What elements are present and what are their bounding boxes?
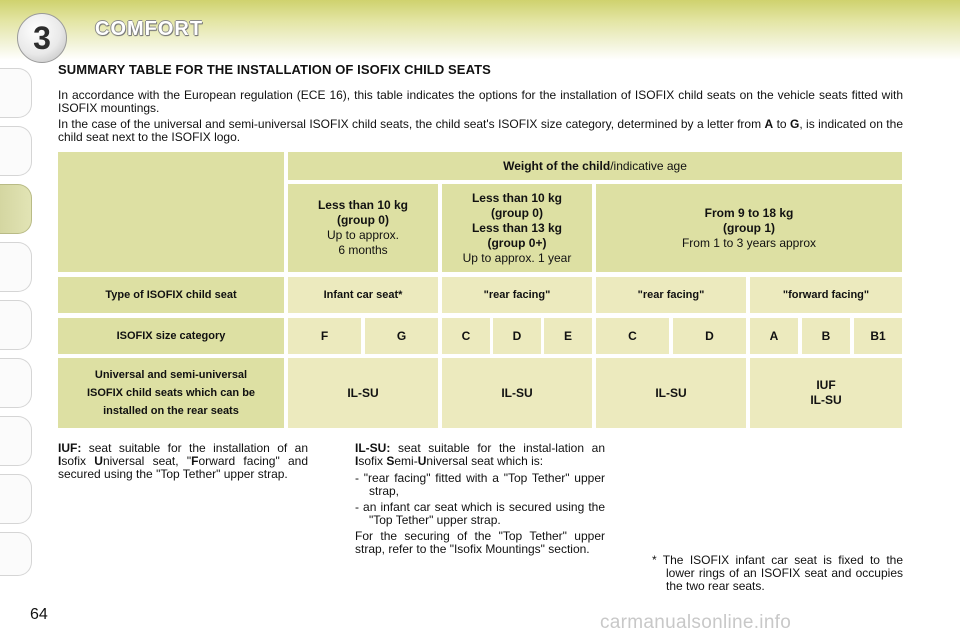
note-iuf: IUF: seat suitable for the installation of an Isofix Universal seat, "Forward facing" and secured using the "Top Tether" upper strap. bbox=[58, 441, 309, 481]
type-rear-facing-1: "rear facing" bbox=[442, 277, 592, 313]
type-rear-facing-2: "rear facing" bbox=[596, 277, 746, 313]
watermark: carmanualsonline.info bbox=[600, 612, 792, 633]
chapter-tab-5[interactable] bbox=[0, 300, 32, 350]
chapter-tab-7[interactable] bbox=[0, 416, 32, 466]
size-cell-b1: B1 bbox=[854, 318, 902, 354]
chapter-tab-4[interactable] bbox=[0, 242, 32, 292]
weight-header: Weight of the child/indicative age bbox=[288, 152, 902, 180]
type-infant-car-seat: Infant car seat* bbox=[288, 277, 438, 313]
note-bullet-infant-seat: - an infant car seat which is secured using the "Top Tether" upper strap. bbox=[355, 500, 605, 527]
column-group-1: From 9 to 18 kg (group 1) From 1 to 3 years approx bbox=[596, 184, 902, 272]
row-label-rear-seats: Universal and semi-universal ISOFIX child seats which can be installed on the rear seats bbox=[58, 358, 284, 428]
table-corner-cell bbox=[58, 152, 284, 272]
intro-paragraph-1: In accordance with the European regulation (ECE 16), this table indicates the options for the installation of ISOFIX child seats on the vehicle seats fitted with ISOFIX mountings. bbox=[58, 88, 903, 115]
chapter-tab-8[interactable] bbox=[0, 474, 32, 524]
size-cell-f: F bbox=[288, 318, 361, 354]
type-forward-facing: "forward facing" bbox=[750, 277, 902, 313]
seat-forward-iuf-il-su: IUF IL-SU bbox=[750, 358, 902, 428]
intro-paragraph-2: In the case of the universal and semi-universal ISOFIX child seats, the child seat's ISOFIX size category, determined by a letter from A to G, is indicated on the child seat next to the ISOFIX logo. bbox=[58, 117, 903, 144]
section-title: SUMMARY TABLE FOR THE INSTALLATION OF ISOFIX CHILD SEATS bbox=[58, 62, 491, 77]
size-cell-d: D bbox=[493, 318, 541, 354]
size-cell-e: E bbox=[544, 318, 592, 354]
size-cell-g: G bbox=[365, 318, 438, 354]
size-cell-c: C bbox=[442, 318, 490, 354]
note-bullet-rear-facing: - "rear facing" fitted with a "Top Tether" upper strap, bbox=[355, 471, 605, 498]
row-label-size-category: ISOFIX size category bbox=[58, 318, 284, 354]
note-il-su: IL-SU: seat suitable for the instal-lation an Isofix Semi-Universal seat which is: - "rear facing" fitted with a "Top Tether" upper strap, - an infant car seat which is secured using the "Top Tether" upper strap. For the securing of the "Top Tether" upper strap, refer to the "Isofix Mountings" section. bbox=[355, 441, 605, 556]
footnote-infant-seat: * The ISOFIX infant car seat is fixed to the lower rings of an ISOFIX seat and occupies the two rear seats. bbox=[652, 553, 903, 593]
size-cell-c-group-1: C bbox=[596, 318, 669, 354]
column-infant-group-0: Less than 10 kg (group 0) Up to approx. 6 months bbox=[288, 184, 438, 272]
seat-infant-il-su: IL-SU bbox=[288, 358, 438, 428]
column-rear-group-0-plus: Less than 10 kg (group 0) Less than 13 kg (group 0+) Up to approx. 1 year bbox=[442, 184, 592, 272]
note-top-tether-securing: For the securing of the "Top Tether" upper strap, refer to the "Isofix Mountings" section. bbox=[355, 529, 605, 556]
row-label-seat-type: Type of ISOFIX child seat bbox=[58, 277, 284, 313]
chapter-title: COMFORT bbox=[95, 18, 204, 40]
size-cell-a: A bbox=[750, 318, 798, 354]
chapter-tab-2[interactable] bbox=[0, 126, 32, 176]
chapter-tab-6[interactable] bbox=[0, 358, 32, 408]
chapter-tab-1[interactable] bbox=[0, 68, 32, 118]
chapter-number-badge: 3 bbox=[17, 13, 67, 63]
seat-rear-il-su-1: IL-SU bbox=[442, 358, 592, 428]
seat-rear-il-su-2: IL-SU bbox=[596, 358, 746, 428]
chapter-tab-9[interactable] bbox=[0, 532, 32, 576]
chapter-tab-3-active[interactable] bbox=[0, 184, 32, 234]
size-cell-b: B bbox=[802, 318, 850, 354]
chapter-tab-rail bbox=[0, 68, 34, 578]
page-number: 64 bbox=[30, 606, 48, 623]
size-cell-d-group-1: D bbox=[673, 318, 746, 354]
